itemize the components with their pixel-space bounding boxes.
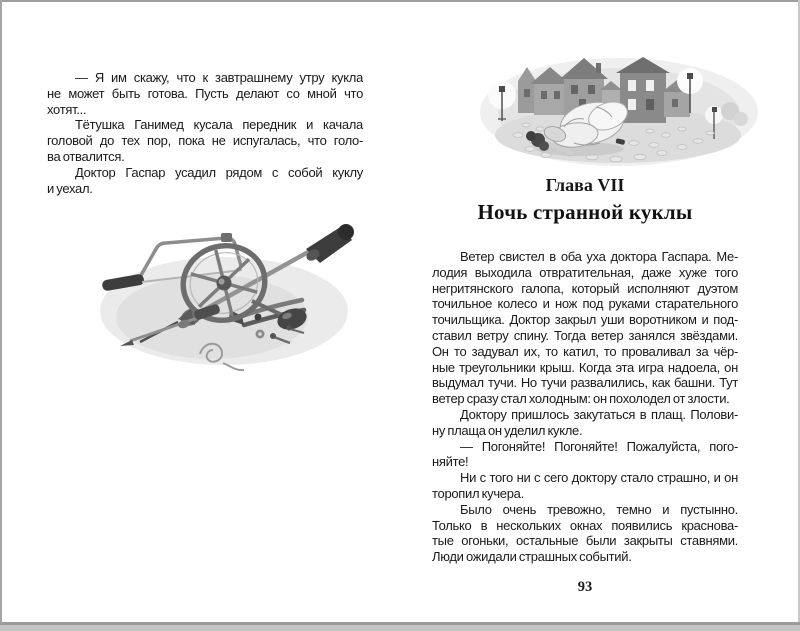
text-line: ну плаща он уделил кукле. <box>432 422 583 438</box>
page-number: 93 <box>577 579 593 595</box>
chapter-title: Ночь странной куклы <box>477 200 693 224</box>
text-line: ставил ветру спину. Тогда ветер занялся звёздами. <box>432 327 738 343</box>
text-line: ва отвалится. <box>47 148 125 164</box>
text-line: точильщика. Доктор закрыл уши воротником и под- <box>432 312 738 328</box>
text-line: Доктор Гаспар усадил рядом с собой куклу <box>75 164 363 180</box>
text-line: Только в нескольких окнах появились краснова- <box>432 517 738 533</box>
text-line: негритянского галопа, который исполняют дуэтом <box>432 280 738 296</box>
paragraph <box>432 439 738 471</box>
text-line: Ветер свистел в оба уха доктора Гаспара. Ме- <box>460 249 738 264</box>
text-line: няйте! <box>432 454 469 470</box>
paragraph <box>432 502 738 565</box>
text-line: не может быть готова. Пусть делают со мной что <box>47 85 363 101</box>
text-line: Он то задувал их, то катил, то проваливал за чёр- <box>432 343 738 359</box>
text-line: выдумал тучи. Но тучи развалились, как башни. Тут <box>432 375 738 391</box>
text-line: тые огоньки, остальные были закрыты ставнями. <box>432 533 738 549</box>
text-line: — Я им скажу, что к завтрашнему утру кукла <box>75 70 363 85</box>
paragraph <box>432 249 738 407</box>
text-line: точильное колесо и нож под руками старательного <box>432 296 738 312</box>
text-line: лодия выходила отвратительная, даже хуже того <box>432 264 738 280</box>
text-line: Люди ожидали страшных событий. <box>432 549 632 565</box>
text-line: хотят... <box>47 101 87 117</box>
text-line: головой до тех пор, пока не испугалась, что голо- <box>47 133 363 149</box>
text-line: — Погоняйте! Погоняйте! Пожалуйста, пого- <box>460 438 738 454</box>
text-line: Было очень тревожно, темно и пустынно. <box>460 501 738 517</box>
right-text-column <box>432 249 738 565</box>
chapter-label: Глава VII <box>545 175 625 195</box>
text-line: Тётушка Ганимед кусала передник и качала <box>75 117 363 133</box>
paragraph <box>432 407 738 439</box>
text-line: ные треугольники крыш. Когда эта игра надоела, он <box>432 359 738 375</box>
night-scene-illustration <box>478 55 764 169</box>
paragraph <box>432 470 738 502</box>
text-line: Доктору пришлось закутаться в плащ. Полови- <box>460 406 738 422</box>
text-line: и уехал. <box>47 180 93 196</box>
text-line: Ни с того ни с сего доктору стало страшно, и он <box>460 470 738 486</box>
text-line: торопил кучера. <box>432 485 524 501</box>
text-line: ветер сразу стал холодным: он похолодел от злости. <box>432 391 730 407</box>
